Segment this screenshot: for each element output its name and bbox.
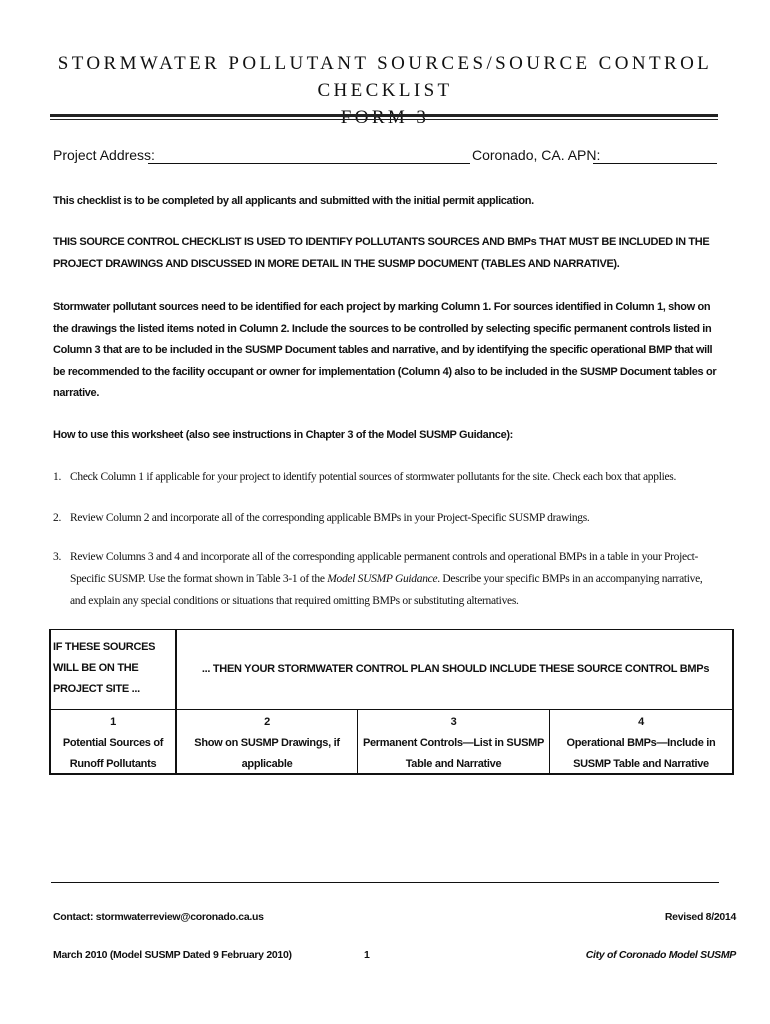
step-text-part: Review Columns 3 and 4 and incorporate all of the corresponding applicable permanent controls and operational BMPs in a table in your Project-Specific SUSMP. Use the format shown in Table 3-1 of the [70,551,699,585]
column-header-2 [177,712,357,775]
table-border-top [49,629,734,630]
worksheet-heading: How to use this worksheet (also see instructions in Chapter 3 of the Model SUSMP Guidance): [53,429,513,441]
footer-rule [51,882,719,883]
header-sources-line: PROJECT SITE ... [53,683,140,695]
title-line-1: STORMWATER POLLUTANT SOURCES/SOURCE CONTROL CHECKLIST [57,53,713,101]
title-line-2: FORM 3 [340,107,430,128]
header-sources-line: IF THESE SOURCES [53,641,156,653]
address-row [53,143,723,167]
column-number: 3 [450,716,457,728]
step-number: 3. [53,551,62,563]
column-title: Table and Narrative [405,758,502,770]
table-border-right [732,629,734,775]
column-header-4 [550,712,732,775]
column-title: Show on SUSMP Drawings, if [194,737,340,749]
instruction-paragraph-3: Stormwater pollutant sources need to be identified for each project by marking Column 1. For sources identified in Column 1, show on the drawings the listed items noted in Column 2. Include the sources to be controlled by selecting specific permanent controls listed in Column 3 that are to be included in the SUSMP Document tables and narrative, and by identifying the specific operational BMP that will be recommended to the facility occupant or owner for implementation (Column 4) also to be included in the SUSMP Document tables or narrative. [53,301,717,399]
column-title: Potential Sources of [62,737,164,749]
column-title: Runoff Pollutants [69,758,157,770]
step-number: 1. [53,471,62,483]
column-title: Permanent Controls—List in SUSMP [362,737,545,749]
column-title: SUSMP Table and Narrative [573,758,709,770]
header-sources-cell [53,637,173,700]
page-number: 1 [364,949,370,961]
column-number: 1 [110,716,116,728]
footer-date-note: March 2010 (Model SUSMP Dated 9 February 2010) [53,949,292,961]
title-rule-thin [50,119,718,120]
footer-publisher: City of Coronado Model SUSMP [585,949,736,961]
instruction-paragraph-2: THIS SOURCE CONTROL CHECKLIST IS USED TO IDENTIFY POLLUTANTS SOURCES AND BMPs THAT MUST BE INCLUDED IN THE PROJECT DRAWINGS AND DISCUSSED IN MORE DETAIL IN THE SUSMP DOCUMENT (TABLES AND NARRATIVE). [53,236,710,270]
column-title: Operational BMPs—Include in [566,737,716,749]
project-address-field[interactable] [148,163,470,164]
instruction-paragraph-1: This checklist is to be completed by all applicants and submitted with the initial permit application. [53,195,534,207]
contact-email: Contact: stormwaterreview@coronado.ca.us [53,911,264,923]
guidance-title: Model SUSMP Guidance [327,573,438,585]
step-text [70,546,720,612]
column-title: applicable [241,758,293,770]
project-address-label: Project Address: [53,147,155,163]
header-sources-line: WILL BE ON THE [53,662,139,674]
revised-date: Revised 8/2014 [664,911,736,923]
step-text: Check Column 1 if applicable for your project to identify potential sources of stormwater pollutants for the site. Check each box that applies. [70,471,677,483]
column-number: 4 [638,716,644,728]
header-bmps-cell: ... THEN YOUR STORMWATER CONTROL PLAN SHOULD INCLUDE THESE SOURCE CONTROL BMPs [201,663,710,675]
apn-field[interactable] [593,163,717,164]
column-header-3 [358,712,549,775]
step-text: Review Column 2 and incorporate all of the corresponding applicable BMPs in your Project-Specific SUSMP drawings. [70,512,590,524]
step-text-part: . Describe your specific BMPs in an accompanying narrative, and explain any special conditions or situations that required omitting BMPs or substituting alternatives. [70,573,703,607]
city-apn-label: Coronado, CA. APN: [472,147,601,163]
column-header-1 [51,712,175,775]
source-control-table [49,629,734,775]
table-header-divider [49,709,734,710]
title-rule-thick [50,114,718,117]
column-number: 2 [264,716,270,728]
step-number: 2. [53,512,62,524]
